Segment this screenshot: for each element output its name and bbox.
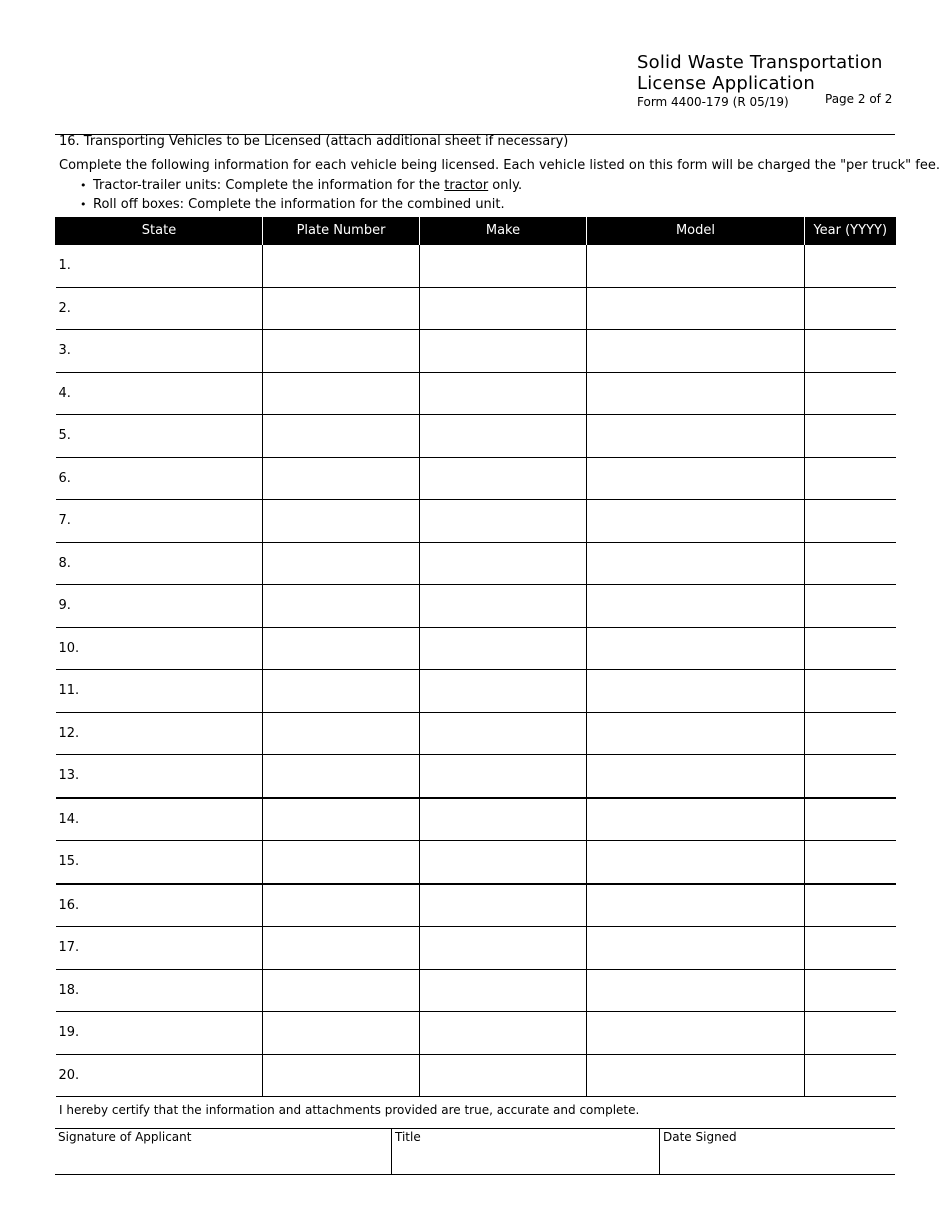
plate-number-field[interactable] bbox=[263, 287, 420, 330]
year-field[interactable] bbox=[805, 330, 896, 373]
make-field[interactable] bbox=[420, 755, 587, 798]
vehicle-rows bbox=[56, 245, 896, 1097]
model-field[interactable] bbox=[587, 585, 805, 628]
row-number: 6. bbox=[58, 470, 71, 486]
make-field[interactable] bbox=[420, 1054, 587, 1097]
make-field[interactable] bbox=[420, 415, 587, 458]
year-field[interactable] bbox=[805, 585, 896, 628]
row-number: 19. bbox=[58, 1025, 80, 1041]
model-field[interactable] bbox=[587, 245, 805, 288]
row-number: 4. bbox=[58, 385, 71, 401]
model-field[interactable] bbox=[587, 415, 805, 458]
row-number: 1. bbox=[58, 258, 71, 274]
make-field[interactable] bbox=[420, 585, 587, 628]
year-field[interactable] bbox=[805, 287, 896, 330]
plate-number-field[interactable] bbox=[263, 245, 420, 288]
table-row bbox=[56, 755, 896, 798]
state-field[interactable] bbox=[56, 969, 263, 1012]
plate-number-field[interactable] bbox=[263, 1054, 420, 1097]
make-field[interactable] bbox=[420, 927, 587, 970]
year-field[interactable] bbox=[805, 627, 896, 670]
make-field[interactable] bbox=[420, 287, 587, 330]
title-label: Title bbox=[395, 1130, 421, 1144]
make-field[interactable] bbox=[420, 457, 587, 500]
make-field[interactable] bbox=[420, 969, 587, 1012]
instruction-bullets bbox=[80, 176, 522, 214]
model-field[interactable] bbox=[587, 287, 805, 330]
bullet-text: Roll off boxes: Complete the information for the combined unit. bbox=[93, 197, 505, 212]
state-field[interactable] bbox=[56, 542, 263, 585]
title-field[interactable] bbox=[391, 1129, 659, 1174]
table-row bbox=[56, 927, 896, 970]
state-field[interactable] bbox=[56, 1054, 263, 1097]
year-field[interactable] bbox=[805, 542, 896, 585]
state-field[interactable] bbox=[56, 927, 263, 970]
bullet-text-suffix: only. bbox=[488, 178, 523, 193]
model-field[interactable] bbox=[587, 627, 805, 670]
signature-row bbox=[55, 1128, 895, 1175]
plate-number-field[interactable] bbox=[263, 585, 420, 628]
table-row bbox=[56, 969, 896, 1012]
table-row bbox=[56, 542, 896, 585]
date-signed-label: Date Signed bbox=[663, 1130, 737, 1144]
row-number: 9. bbox=[58, 598, 71, 614]
state-field[interactable] bbox=[56, 712, 263, 755]
table-row bbox=[56, 500, 896, 543]
state-field[interactable] bbox=[56, 245, 263, 288]
make-field[interactable] bbox=[420, 372, 587, 415]
make-field[interactable] bbox=[420, 670, 587, 713]
model-field[interactable] bbox=[587, 712, 805, 755]
table-row bbox=[56, 415, 896, 458]
bullet-dot-icon: • bbox=[80, 198, 87, 211]
year-field[interactable] bbox=[805, 457, 896, 500]
plate-number-field[interactable] bbox=[263, 755, 420, 798]
state-field[interactable] bbox=[56, 287, 263, 330]
form-number: Form 4400-179 (R 05/19) bbox=[637, 95, 789, 109]
section-title: 16. Transporting Vehicles to be Licensed (attach additional sheet if necessary) bbox=[59, 134, 569, 149]
model-field[interactable] bbox=[587, 1054, 805, 1097]
table-row bbox=[56, 330, 896, 373]
year-field[interactable] bbox=[805, 372, 896, 415]
certification-statement: I hereby certify that the information and attachments provided are true, accurate and complete. bbox=[59, 1103, 640, 1117]
year-field[interactable] bbox=[805, 1012, 896, 1055]
bullet-underlined-word: tractor bbox=[444, 178, 489, 193]
make-field[interactable] bbox=[420, 500, 587, 543]
table-row bbox=[56, 372, 896, 415]
plate-number-field[interactable] bbox=[263, 627, 420, 670]
vehicle-table bbox=[55, 217, 896, 1097]
year-field[interactable] bbox=[805, 969, 896, 1012]
table-row bbox=[56, 670, 896, 713]
table-row bbox=[56, 841, 896, 884]
model-field[interactable] bbox=[587, 457, 805, 500]
make-field[interactable] bbox=[420, 542, 587, 585]
bullet-dot-icon: • bbox=[80, 179, 87, 192]
table-row bbox=[56, 585, 896, 628]
year-field[interactable] bbox=[805, 798, 896, 841]
row-number: 8. bbox=[58, 555, 71, 571]
section-instructions: Complete the following information for each vehicle being licensed. Each vehicle listed on this form will be charged the "per truck" fee. bbox=[59, 158, 940, 173]
date-signed-field[interactable] bbox=[659, 1129, 895, 1174]
state-field[interactable] bbox=[56, 670, 263, 713]
row-number: 14. bbox=[58, 811, 80, 827]
state-field[interactable] bbox=[56, 585, 263, 628]
row-number: 3. bbox=[58, 343, 71, 359]
plate-number-field[interactable] bbox=[263, 457, 420, 500]
plate-number-field[interactable] bbox=[263, 927, 420, 970]
state-field[interactable] bbox=[56, 627, 263, 670]
table-header-row bbox=[56, 217, 896, 245]
plate-number-field[interactable] bbox=[263, 330, 420, 373]
plate-number-field[interactable] bbox=[263, 969, 420, 1012]
year-field[interactable] bbox=[805, 245, 896, 288]
state-field[interactable] bbox=[56, 1012, 263, 1055]
year-field[interactable] bbox=[805, 755, 896, 798]
plate-number-field[interactable] bbox=[263, 798, 420, 841]
plate-number-field[interactable] bbox=[263, 542, 420, 585]
row-number: 12. bbox=[58, 725, 80, 741]
year-field[interactable] bbox=[805, 884, 896, 927]
make-field[interactable] bbox=[420, 798, 587, 841]
model-field[interactable] bbox=[587, 927, 805, 970]
year-field[interactable] bbox=[805, 670, 896, 713]
row-number: 17. bbox=[58, 940, 80, 956]
model-field[interactable] bbox=[587, 1012, 805, 1055]
state-field[interactable] bbox=[56, 500, 263, 543]
plate-number-field[interactable] bbox=[263, 415, 420, 458]
row-number: 10. bbox=[58, 640, 80, 656]
state-field[interactable] bbox=[56, 457, 263, 500]
bullet-tractor-trailer bbox=[80, 176, 522, 195]
model-field[interactable] bbox=[587, 542, 805, 585]
model-field[interactable] bbox=[587, 372, 805, 415]
model-field[interactable] bbox=[587, 841, 805, 884]
make-field[interactable] bbox=[420, 627, 587, 670]
row-number: 7. bbox=[58, 513, 71, 529]
table-row bbox=[56, 712, 896, 755]
model-field[interactable] bbox=[587, 884, 805, 927]
table-row bbox=[56, 798, 896, 841]
plate-number-field[interactable] bbox=[263, 712, 420, 755]
row-number: 13. bbox=[58, 768, 80, 784]
model-field[interactable] bbox=[587, 330, 805, 373]
table-row bbox=[56, 627, 896, 670]
form-title-line-1: Solid Waste Transportation bbox=[637, 52, 883, 73]
table-row bbox=[56, 1054, 896, 1097]
page-number: Page 2 of 2 bbox=[825, 92, 893, 106]
state-field[interactable] bbox=[56, 415, 263, 458]
state-field[interactable] bbox=[56, 884, 263, 927]
plate-number-field[interactable] bbox=[263, 884, 420, 927]
state-field[interactable] bbox=[56, 798, 263, 841]
plate-number-field[interactable] bbox=[263, 372, 420, 415]
make-field[interactable] bbox=[420, 330, 587, 373]
column-header-state: State bbox=[56, 217, 263, 245]
plate-number-field[interactable] bbox=[263, 500, 420, 543]
form-title-line-2: License Application bbox=[637, 73, 815, 94]
model-field[interactable] bbox=[587, 670, 805, 713]
state-field[interactable] bbox=[56, 755, 263, 798]
form-title bbox=[637, 52, 897, 94]
table-row bbox=[56, 457, 896, 500]
year-field[interactable] bbox=[805, 927, 896, 970]
plate-number-field[interactable] bbox=[263, 670, 420, 713]
signature-label: Signature of Applicant bbox=[58, 1130, 192, 1144]
table-row bbox=[56, 287, 896, 330]
row-number: 15. bbox=[58, 854, 80, 870]
row-number: 20. bbox=[58, 1067, 80, 1083]
make-field[interactable] bbox=[420, 841, 587, 884]
plate-number-field[interactable] bbox=[263, 1012, 420, 1055]
table-row bbox=[56, 245, 896, 288]
model-field[interactable] bbox=[587, 798, 805, 841]
row-number: 16. bbox=[58, 897, 80, 913]
year-field[interactable] bbox=[805, 500, 896, 543]
year-field[interactable] bbox=[805, 712, 896, 755]
column-header-model: Model bbox=[587, 217, 805, 245]
year-field[interactable] bbox=[805, 841, 896, 884]
column-header-make: Make bbox=[420, 217, 587, 245]
make-field[interactable] bbox=[420, 884, 587, 927]
model-field[interactable] bbox=[587, 969, 805, 1012]
table-row bbox=[56, 884, 896, 927]
make-field[interactable] bbox=[420, 1012, 587, 1055]
column-header-year: Year (YYYY) bbox=[805, 217, 896, 245]
year-field[interactable] bbox=[805, 1054, 896, 1097]
table-row bbox=[56, 1012, 896, 1055]
row-number: 18. bbox=[58, 982, 80, 998]
row-number: 11. bbox=[58, 683, 80, 699]
make-field[interactable] bbox=[420, 712, 587, 755]
model-field[interactable] bbox=[587, 755, 805, 798]
state-field[interactable] bbox=[56, 330, 263, 373]
state-field[interactable] bbox=[56, 372, 263, 415]
signature-field[interactable] bbox=[55, 1129, 391, 1174]
year-field[interactable] bbox=[805, 415, 896, 458]
bullet-text: Tractor-trailer units: Complete the information for the bbox=[93, 178, 445, 193]
state-field[interactable] bbox=[56, 841, 263, 884]
make-field[interactable] bbox=[420, 245, 587, 288]
row-number: 5. bbox=[58, 428, 71, 444]
column-header-plate-number: Plate Number bbox=[263, 217, 420, 245]
bullet-roll-off bbox=[80, 195, 522, 214]
row-number: 2. bbox=[58, 300, 71, 316]
plate-number-field[interactable] bbox=[263, 841, 420, 884]
model-field[interactable] bbox=[587, 500, 805, 543]
